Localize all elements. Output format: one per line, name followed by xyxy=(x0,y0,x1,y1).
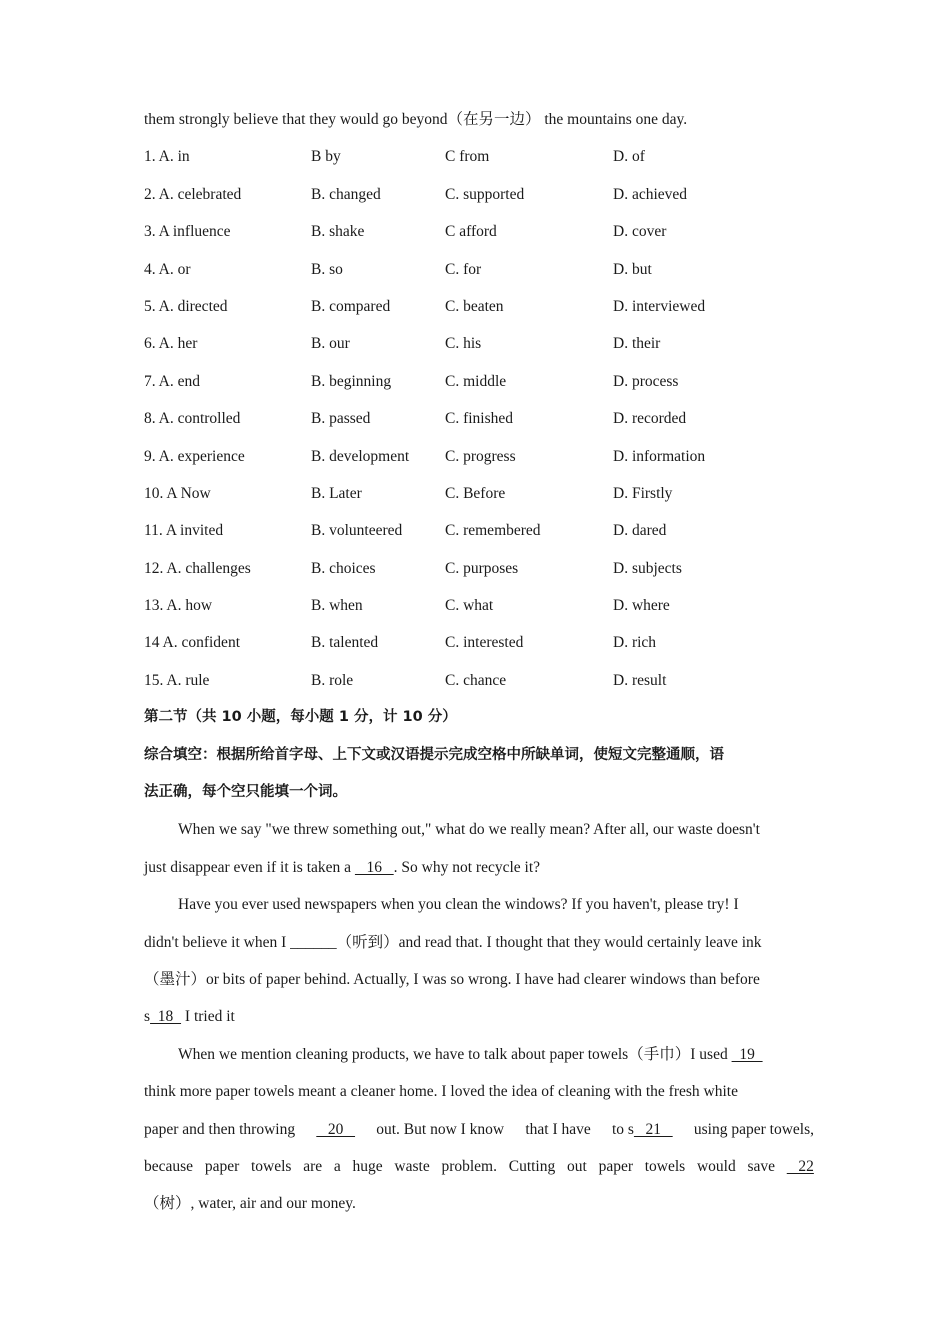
passage-text: or bits of paper behind. Actually, I was so wrong. I have had clearer windows than before xyxy=(206,970,760,988)
passage-text: When we mention cleaning products, we have to talk about paper towels xyxy=(178,1045,629,1063)
passage-word: save xyxy=(747,1157,775,1175)
passage-word: out xyxy=(567,1157,587,1175)
blank-16: 16 xyxy=(354,858,394,876)
option-b: B. our xyxy=(311,335,350,353)
option-c: C. middle xyxy=(445,372,507,390)
option-c: C. purposes xyxy=(445,559,519,577)
option-d: D. process xyxy=(613,372,679,390)
option-d: D. information xyxy=(613,447,706,465)
option-d: D. but xyxy=(613,260,652,278)
passage-p3-line5 xyxy=(144,1185,814,1222)
option-d: D. rich xyxy=(613,634,657,652)
passage-word: Cutting xyxy=(508,1157,556,1175)
option-a: 15. A. rule xyxy=(144,671,210,689)
passage-p3-line3 xyxy=(144,1111,814,1148)
option-row xyxy=(144,587,814,624)
option-d: D. achieved xyxy=(613,185,688,203)
option-c: C. finished xyxy=(445,410,514,428)
option-d: D. of xyxy=(613,148,645,166)
option-row xyxy=(144,325,814,362)
option-b: B. role xyxy=(311,671,354,689)
passage-p1-line1: When we say "we threw something out," what do we really mean? After all, our waste doesn't xyxy=(178,821,760,839)
passage-text: I tried it xyxy=(181,1008,235,1026)
option-a: 4. A. or xyxy=(144,260,191,278)
passage-word: waste xyxy=(394,1157,430,1175)
option-row xyxy=(144,288,814,325)
passage-word: a xyxy=(333,1157,341,1175)
option-row xyxy=(144,176,814,213)
option-a: 12. A. challenges xyxy=(144,559,251,577)
option-c: C. progress xyxy=(445,447,516,465)
option-c: C. for xyxy=(445,260,482,278)
blank-19: 19 xyxy=(731,1045,763,1063)
option-c: C. Before xyxy=(445,484,506,502)
option-d: D. result xyxy=(613,671,667,689)
option-a: 14 A. confident xyxy=(144,634,240,652)
option-row xyxy=(144,624,814,661)
option-c: C. remembered xyxy=(445,522,541,540)
option-b: B. so xyxy=(311,260,343,278)
option-b: B. passed xyxy=(311,410,371,428)
option-row xyxy=(144,251,814,288)
option-b: B. compared xyxy=(311,297,391,315)
option-c: C. his xyxy=(445,335,482,353)
option-c: C. supported xyxy=(445,185,525,203)
option-a: 1. A. in xyxy=(144,148,190,166)
option-row xyxy=(144,475,814,512)
option-a: 8. A. controlled xyxy=(144,410,241,428)
intro-line xyxy=(144,101,814,138)
passage-p2-line4 xyxy=(144,998,814,1035)
passage-text: paper and then throwing xyxy=(144,1120,296,1138)
chinese-hint: （树） xyxy=(144,1195,191,1213)
passage-p2-line2 xyxy=(144,924,814,961)
option-b: B. development xyxy=(311,447,410,465)
section2-instruction-line2: 法正确，每个空只能填一个词。 xyxy=(144,784,347,801)
option-d: D. interviewed xyxy=(613,297,706,315)
passage-word: paper xyxy=(598,1157,633,1175)
option-b: B. when xyxy=(311,597,363,615)
chinese-hint: （手巾） xyxy=(628,1045,691,1063)
passage-word: would xyxy=(696,1157,736,1175)
option-d: D. recorded xyxy=(613,410,687,428)
option-row xyxy=(144,550,814,587)
option-a: 6. A. her xyxy=(144,335,198,353)
exam-page xyxy=(144,101,814,1223)
option-row xyxy=(144,363,814,400)
blank-18: 18 xyxy=(150,1008,182,1026)
blank-20: 20 xyxy=(316,1120,356,1138)
option-a: 7. A. end xyxy=(144,372,200,390)
blank-21: 21 xyxy=(633,1120,673,1138)
option-a: 11. A invited xyxy=(144,522,224,540)
passage-word: because xyxy=(144,1157,194,1175)
passage-text: just disappear even if it is taken a xyxy=(144,858,355,876)
section2-title: 第二节（共 10 小题，每小题 1 分，计 10 分） xyxy=(144,709,457,726)
option-b: B. shake xyxy=(311,223,365,241)
option-b: B by xyxy=(311,148,341,166)
chinese-hint: （听到） xyxy=(336,933,399,951)
section2-instruction-line1: 综合填空：根据所给首字母、上下文或汉语提示完成空格中所缺单词，使短文完整通顺，语 xyxy=(144,746,724,763)
options-list xyxy=(144,138,814,699)
intro-text-end: the mountains one day. xyxy=(540,111,688,128)
passage-word: towels xyxy=(644,1157,686,1175)
option-c: C afford xyxy=(445,223,497,241)
passage-p1-line2 xyxy=(144,849,814,886)
passage-word: towels xyxy=(250,1157,292,1175)
passage-p3-line2: think more paper towels meant a cleaner home. I loved the idea of cleaning with the fresh white xyxy=(144,1083,738,1101)
option-d: D. where xyxy=(613,597,670,615)
option-c: C from xyxy=(445,148,490,166)
option-c: C. interested xyxy=(445,634,524,652)
passage-p3-line1 xyxy=(144,1036,814,1073)
passage-text-group xyxy=(612,1111,673,1148)
option-row xyxy=(144,662,814,699)
option-b: B. choices xyxy=(311,559,376,577)
option-a: 3. A influence xyxy=(144,223,231,241)
passage-p3-line4 xyxy=(144,1148,814,1185)
option-d: D. subjects xyxy=(613,559,682,577)
passage-word: huge xyxy=(352,1157,383,1175)
option-b: B. beginning xyxy=(311,372,392,390)
option-d: D. cover xyxy=(613,223,667,241)
option-b: B. volunteered xyxy=(311,522,403,540)
passage-text: out. But now I know xyxy=(376,1120,505,1138)
chinese-hint: （墨汁） xyxy=(144,970,207,988)
option-d: D. dared xyxy=(613,522,667,540)
option-row xyxy=(144,438,814,475)
option-b: B. Later xyxy=(311,484,362,502)
passage-p2-line1: Have you ever used newspapers when you clean the windows? If you haven't, please try! I xyxy=(178,896,739,914)
passage-text: , water, air and our money. xyxy=(190,1195,356,1213)
passage-text: I used xyxy=(690,1045,732,1063)
passage-text: didn't believe it when I ______ xyxy=(144,933,337,951)
passage-word: problem. xyxy=(441,1157,497,1175)
passage-word: are xyxy=(303,1157,323,1175)
option-row xyxy=(144,213,814,250)
option-d: D. Firstly xyxy=(613,484,673,502)
option-a: 10. A Now xyxy=(144,484,211,502)
passage-text: using paper towels, xyxy=(693,1120,814,1138)
option-row xyxy=(144,138,814,175)
passage-text: and read that. I thought that they would certainly leave ink xyxy=(398,933,762,951)
option-row xyxy=(144,512,814,549)
passage-text: . So why not recycle it? xyxy=(393,858,541,876)
blank-22: 22 xyxy=(786,1157,814,1175)
option-c: C. what xyxy=(445,597,494,615)
option-a: 5. A. directed xyxy=(144,297,228,315)
passage-word: paper xyxy=(204,1157,240,1175)
intro-chinese-hint: （在另一边） xyxy=(447,111,541,128)
passage-text: to s xyxy=(611,1120,634,1138)
option-a: 13. A. how xyxy=(144,597,213,615)
passage-p2-line3 xyxy=(144,961,814,998)
passage-text: that I have xyxy=(525,1120,591,1138)
option-c: C. chance xyxy=(445,671,507,689)
option-row xyxy=(144,400,814,437)
option-d: D. their xyxy=(613,335,661,353)
option-c: C. beaten xyxy=(445,297,504,315)
option-b: B. talented xyxy=(311,634,379,652)
intro-text: them strongly believe that they would go beyond xyxy=(144,111,448,128)
option-a: 2. A. celebrated xyxy=(144,185,242,203)
passage-text: s xyxy=(144,1008,151,1026)
option-a: 9. A. experience xyxy=(144,447,245,465)
option-b: B. changed xyxy=(311,185,381,203)
